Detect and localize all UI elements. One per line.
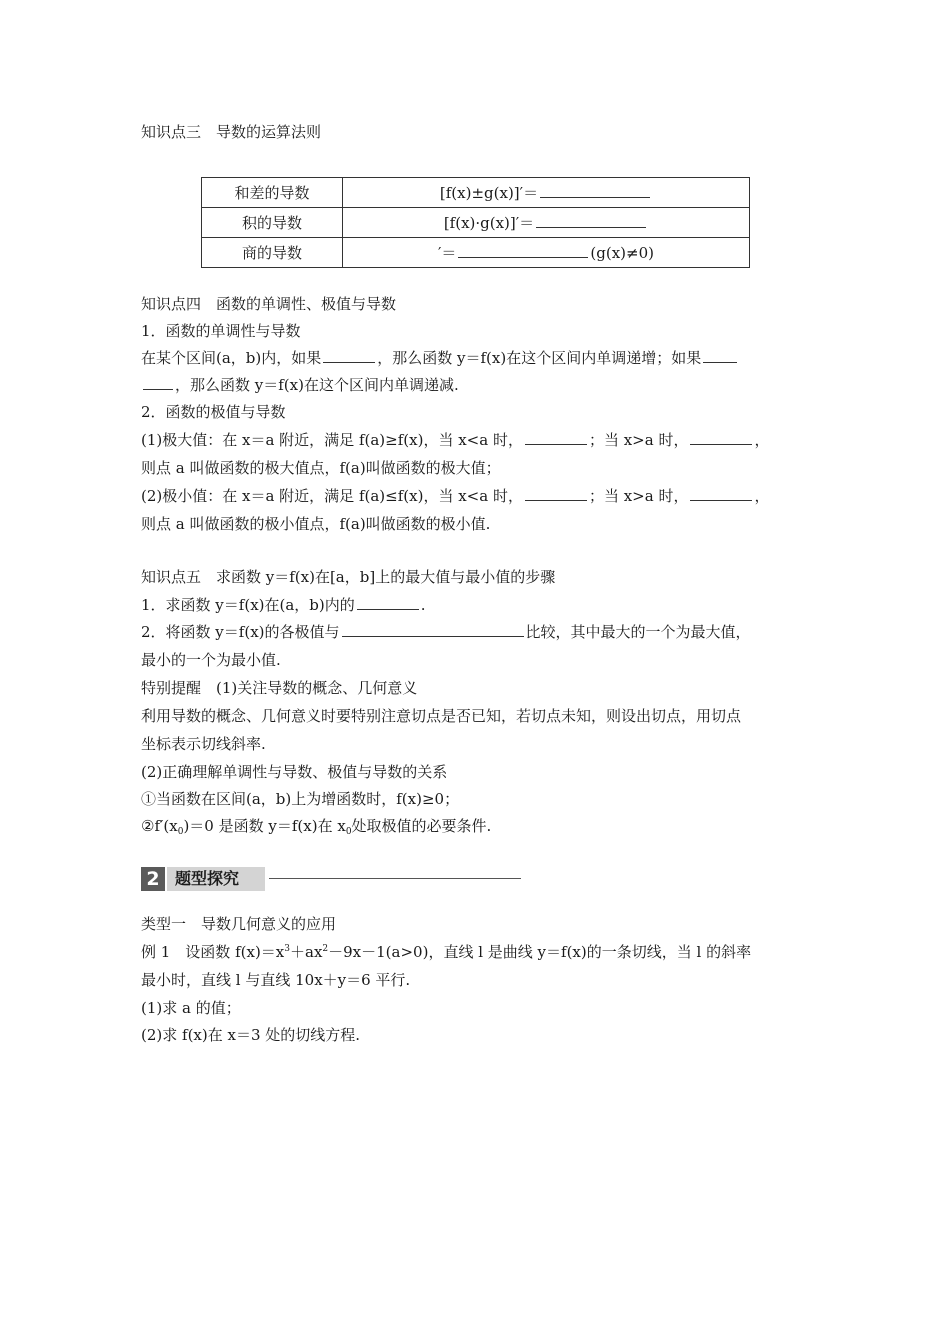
tips-heading: 特别提醒 (1)关注导数的概念、几何意义 bbox=[141, 679, 418, 697]
rule-label: 和差的导数 bbox=[202, 178, 343, 208]
answer-blank bbox=[536, 213, 646, 228]
answer-blank bbox=[323, 348, 375, 363]
section-title: 题型探究 bbox=[167, 867, 265, 891]
section-banner bbox=[141, 867, 521, 891]
answer-blank bbox=[458, 243, 588, 258]
tips-text: 利用导数的概念、几何意义时要特别注意切点是否已知，若切点未知，则设出切点，用切点 bbox=[141, 707, 742, 725]
monotonic-line-2: ，那么函数 y＝f(x)在这个区间内单调递减. bbox=[141, 375, 459, 395]
section-divider bbox=[269, 878, 521, 879]
answer-blank bbox=[525, 430, 587, 445]
answer-blank bbox=[703, 348, 737, 363]
kp3-heading: 知识点三 导数的运算法则 bbox=[141, 123, 322, 141]
local-min-line-1: (2)极小值：在 x＝a 附近，满足 f(a)≤f(x)，当 x<a 时， ；当 x>a 时， ， bbox=[141, 487, 770, 505]
answer-blank bbox=[357, 595, 419, 610]
rule-label: 商的导数 bbox=[202, 238, 343, 268]
tips-text: 坐标表示切线斜率. bbox=[141, 735, 266, 753]
tips-text: ①当函数在区间(a，b)上为增函数时，f(x)≥0； bbox=[141, 790, 460, 808]
table-row bbox=[202, 238, 750, 268]
answer-blank bbox=[690, 430, 752, 445]
section-number: 2 bbox=[141, 867, 165, 891]
kp5-heading: 知识点五 求函数 y＝f(x)在[a，b]上的最大值与最小值的步骤 bbox=[141, 568, 556, 586]
kp5-step1: 1．求函数 y＝f(x)在(a，b)内的 . bbox=[141, 596, 426, 614]
example-1-line-2: 最小时，直线 l 与直线 10x＋y＝6 平行. bbox=[141, 971, 411, 989]
kp4-sub2: 2．函数的极值与导数 bbox=[141, 403, 286, 421]
answer-blank bbox=[342, 622, 524, 637]
rule-formula: ′＝ (g(x)≠0) bbox=[343, 238, 750, 268]
answer-blank bbox=[690, 486, 752, 501]
derivative-rules-table bbox=[201, 177, 750, 268]
table-row bbox=[202, 208, 750, 238]
kp4-sub1: 1．函数的单调性与导数 bbox=[141, 322, 301, 340]
answer-blank bbox=[525, 486, 587, 501]
rule-formula: [f(x)±g(x)]′＝ bbox=[343, 178, 750, 208]
table-row bbox=[202, 178, 750, 208]
local-max-line-1: (1)极大值：在 x＝a 附近，满足 f(a)≥f(x)，当 x<a 时， ；当 x>a 时， ， bbox=[141, 431, 770, 449]
kp5-step2: 2．将函数 y＝f(x)的各极值与 比较，其中最大的一个为最大值， bbox=[141, 623, 751, 641]
type1-heading: 类型一 导数几何意义的应用 bbox=[141, 915, 337, 933]
kp4-heading: 知识点四 函数的单调性、极值与导数 bbox=[141, 295, 397, 313]
tips-text: (2)正确理解单调性与导数、极值与导数的关系 bbox=[141, 763, 448, 781]
local-min-line-2: 则点 a 叫做函数的极小值点，f(a)叫做函数的极小值. bbox=[141, 515, 491, 533]
rule-formula: [f(x)·g(x)]′＝ bbox=[343, 208, 750, 238]
answer-blank bbox=[540, 183, 650, 198]
tips-text: $②f'(x_0)=0$ 是函数 y＝f(x)在 $x_0$处取极值的必要条件. bbox=[141, 817, 492, 837]
monotonic-line-1: 在某个区间(a，b)内，如果 ，那么函数 y＝f(x)在这个区间内单调递增；如果 bbox=[141, 348, 739, 368]
example-1-line-1: 例 1 设函数 $f(x)=x^3+ax^2-9x-1(a>0)$，直线 l 是曲线 y＝f(x)的一条切线，当 l 的斜率 bbox=[141, 943, 752, 961]
local-max-line-2: 则点 a 叫做函数的极大值点，f(a)叫做函数的极大值； bbox=[141, 459, 501, 477]
rule-label: 积的导数 bbox=[202, 208, 343, 238]
kp5-step2-cont: 最小的一个为最小值. bbox=[141, 651, 281, 669]
question-2: (2)求 f(x)在 x＝3 处的切线方程. bbox=[141, 1026, 361, 1044]
question-1: (1)求 a 的值； bbox=[141, 999, 241, 1017]
answer-blank bbox=[143, 375, 173, 390]
